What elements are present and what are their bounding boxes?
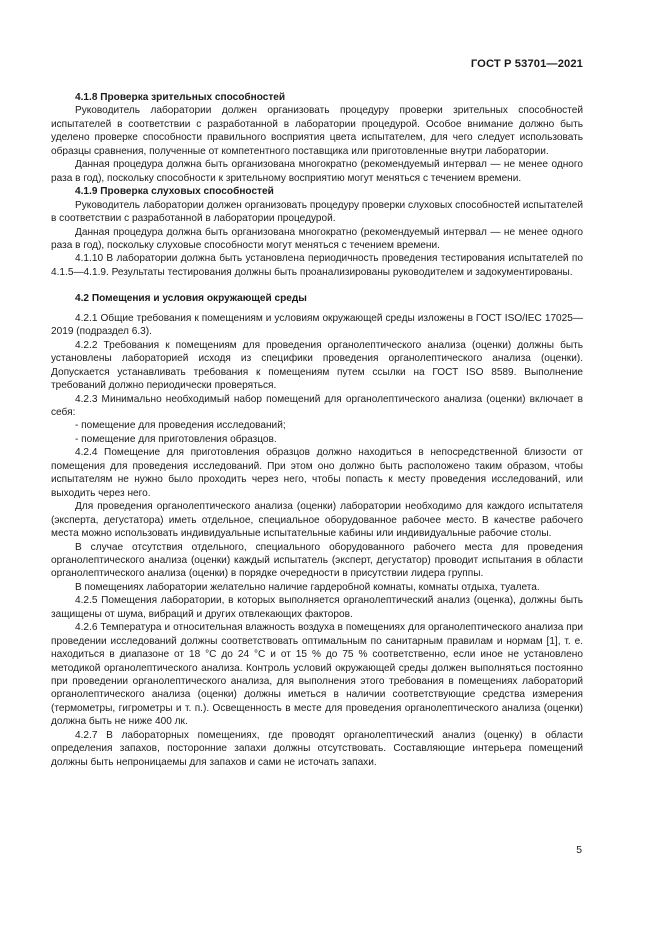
paragraph: Данная процедура должна быть организована многократно (рекомендуемый интервал — не менее одного раза в год), поскольку способности к зрительному восприятию могут меняться с течением времени. xyxy=(51,159,583,184)
paragraph: 4.2.3 Минимально необходимый набор помещений для органолептического анализа (оценки) включает в себя: xyxy=(51,393,583,418)
paragraph: 4.2.5 Помещения лаборатории, в которых выполняется органолептический анализ (оценка), должны быть защищены от шума, вибраций и других отвлекающих факторов. xyxy=(51,595,583,620)
document-header: ГОСТ Р 53701—2021 xyxy=(470,58,583,70)
paragraph: В помещениях лаборатории желательно наличие гардеробной комнаты, комнаты отдыха, туалета. xyxy=(75,581,540,593)
section-heading: 4.1.8 Проверка зрительных способностей xyxy=(75,92,286,103)
paragraph: 4.1.10 В лаборатории должна быть установлена периодичность проведения тестирования испытателей по 4.1.5—4.1.9. Результаты тестирования должны быть проанализированы руководителем и задокументированы. xyxy=(51,253,583,278)
section-heading: 4.2 Помещения и условия окружающей среды xyxy=(75,293,307,305)
list-item: - помещение для проведения исследований; xyxy=(75,420,286,432)
document-body xyxy=(51,91,583,769)
paragraph: 4.2.1 Общие требования к помещениям и условиям окружающей среды изложены в ГОСТ ISO/IEC 17025—2019 (подраздел 6.3). xyxy=(51,312,583,338)
paragraph: 4.2.7 В лабораторных помещениях, где проводят органолептический анализ (оценку) в области определения запахов, посторонние запахи должны отсутствовать. Составляющие интерьера помещений должны быть непроницаемы для запахов и сами не источать запахи. xyxy=(51,729,583,768)
paragraph: 4.2.2 Требования к помещениям для проведения органолептического анализа (оценки) должны быть установлены лабораторией исходя из специфики проведения органолептического анализа (оценки). Допускается устанавливать требования к помещениям путем ссылки на ГОСТ ISO 8589. Выполнение требований должно периодически проверяться. xyxy=(51,339,583,392)
paragraph: В случае отсутствия отдельного, специального оборудованного рабочего места для проведения органолептического анализа (оценки) каждый испытатель (эксперт, дегустатор) проводит испытания в области органолептического анализа (оценки) в порядке очередности в присутствии лидера группы. xyxy=(51,541,583,580)
page-number: 5 xyxy=(576,845,582,856)
paragraph: Для проведения органолептического анализа (оценки) лаборатории необходимо для каждого испытателя (эксперта, дегустатора) иметь отдельное, специальное оборудованное рабочее место. В качестве рабочего места можно использовать индивидуальные испытательные кабины или индивидуальные рабочие столы. xyxy=(51,501,583,540)
paragraph: Руководитель лаборатории должен организовать процедуру проверки слуховых способностей испытателей в соответствии с разработанной в лаборатории процедурой. xyxy=(51,199,583,225)
list-item: - помещение для приготовления образцов. xyxy=(75,433,277,445)
paragraph: 4.2.4 Помещение для приготовления образцов должно находиться в непосредственной близости от помещения для проведения исследований. При этом оно должно быть расположено таким образом, чтобы испытателям не нужно было проходить через него, чтобы попасть к месту проведения исследований, или выходить через него. xyxy=(51,447,583,499)
paragraph: Данная процедура должна быть организована многократно (рекомендуемый интервал — не менее одного раза в год), поскольку слуховые способности могут меняться с течением времени. xyxy=(51,226,583,251)
paragraph: 4.2.6 Температура и относительная влажность воздуха в помещениях для органолептического анализа при проведении исследований должны соответствовать оптимальным по санитарным правилам и нормам [1], т. е. находиться в диапазоне от 18 °С до 24 °С и от 15 % до 75 % соответственно, если иное не установлено методикой органолептического анализа. Контроль условий окружающей среды должен выполняться постоянно при проведении органолептического анализа, для выполнения этого требования в помещениях лабораторий органолептического анализа (оценки) должны иметься в наличии соответствующие средства измерения (термометры, гигрометры и т. п.). Освещенность в месте для проведения органолептического анализа (оценки) должна быть не ниже 400 лк. xyxy=(51,622,583,728)
section-heading: 4.1.9 Проверка слуховых способностей xyxy=(75,186,274,198)
paragraph: Руководитель лаборатории должен организовать процедуру проверки зрительных способностей испытателей в соответствии с разработанной в лаборатории процедурой. Особое внимание должно быть уделено проверке способности правильного восприятия цвета испытателем, для чего следует использовать образцы сравнения, полученные от компетентного поставщика или приготовленные внутри лаборатории. xyxy=(51,105,583,157)
